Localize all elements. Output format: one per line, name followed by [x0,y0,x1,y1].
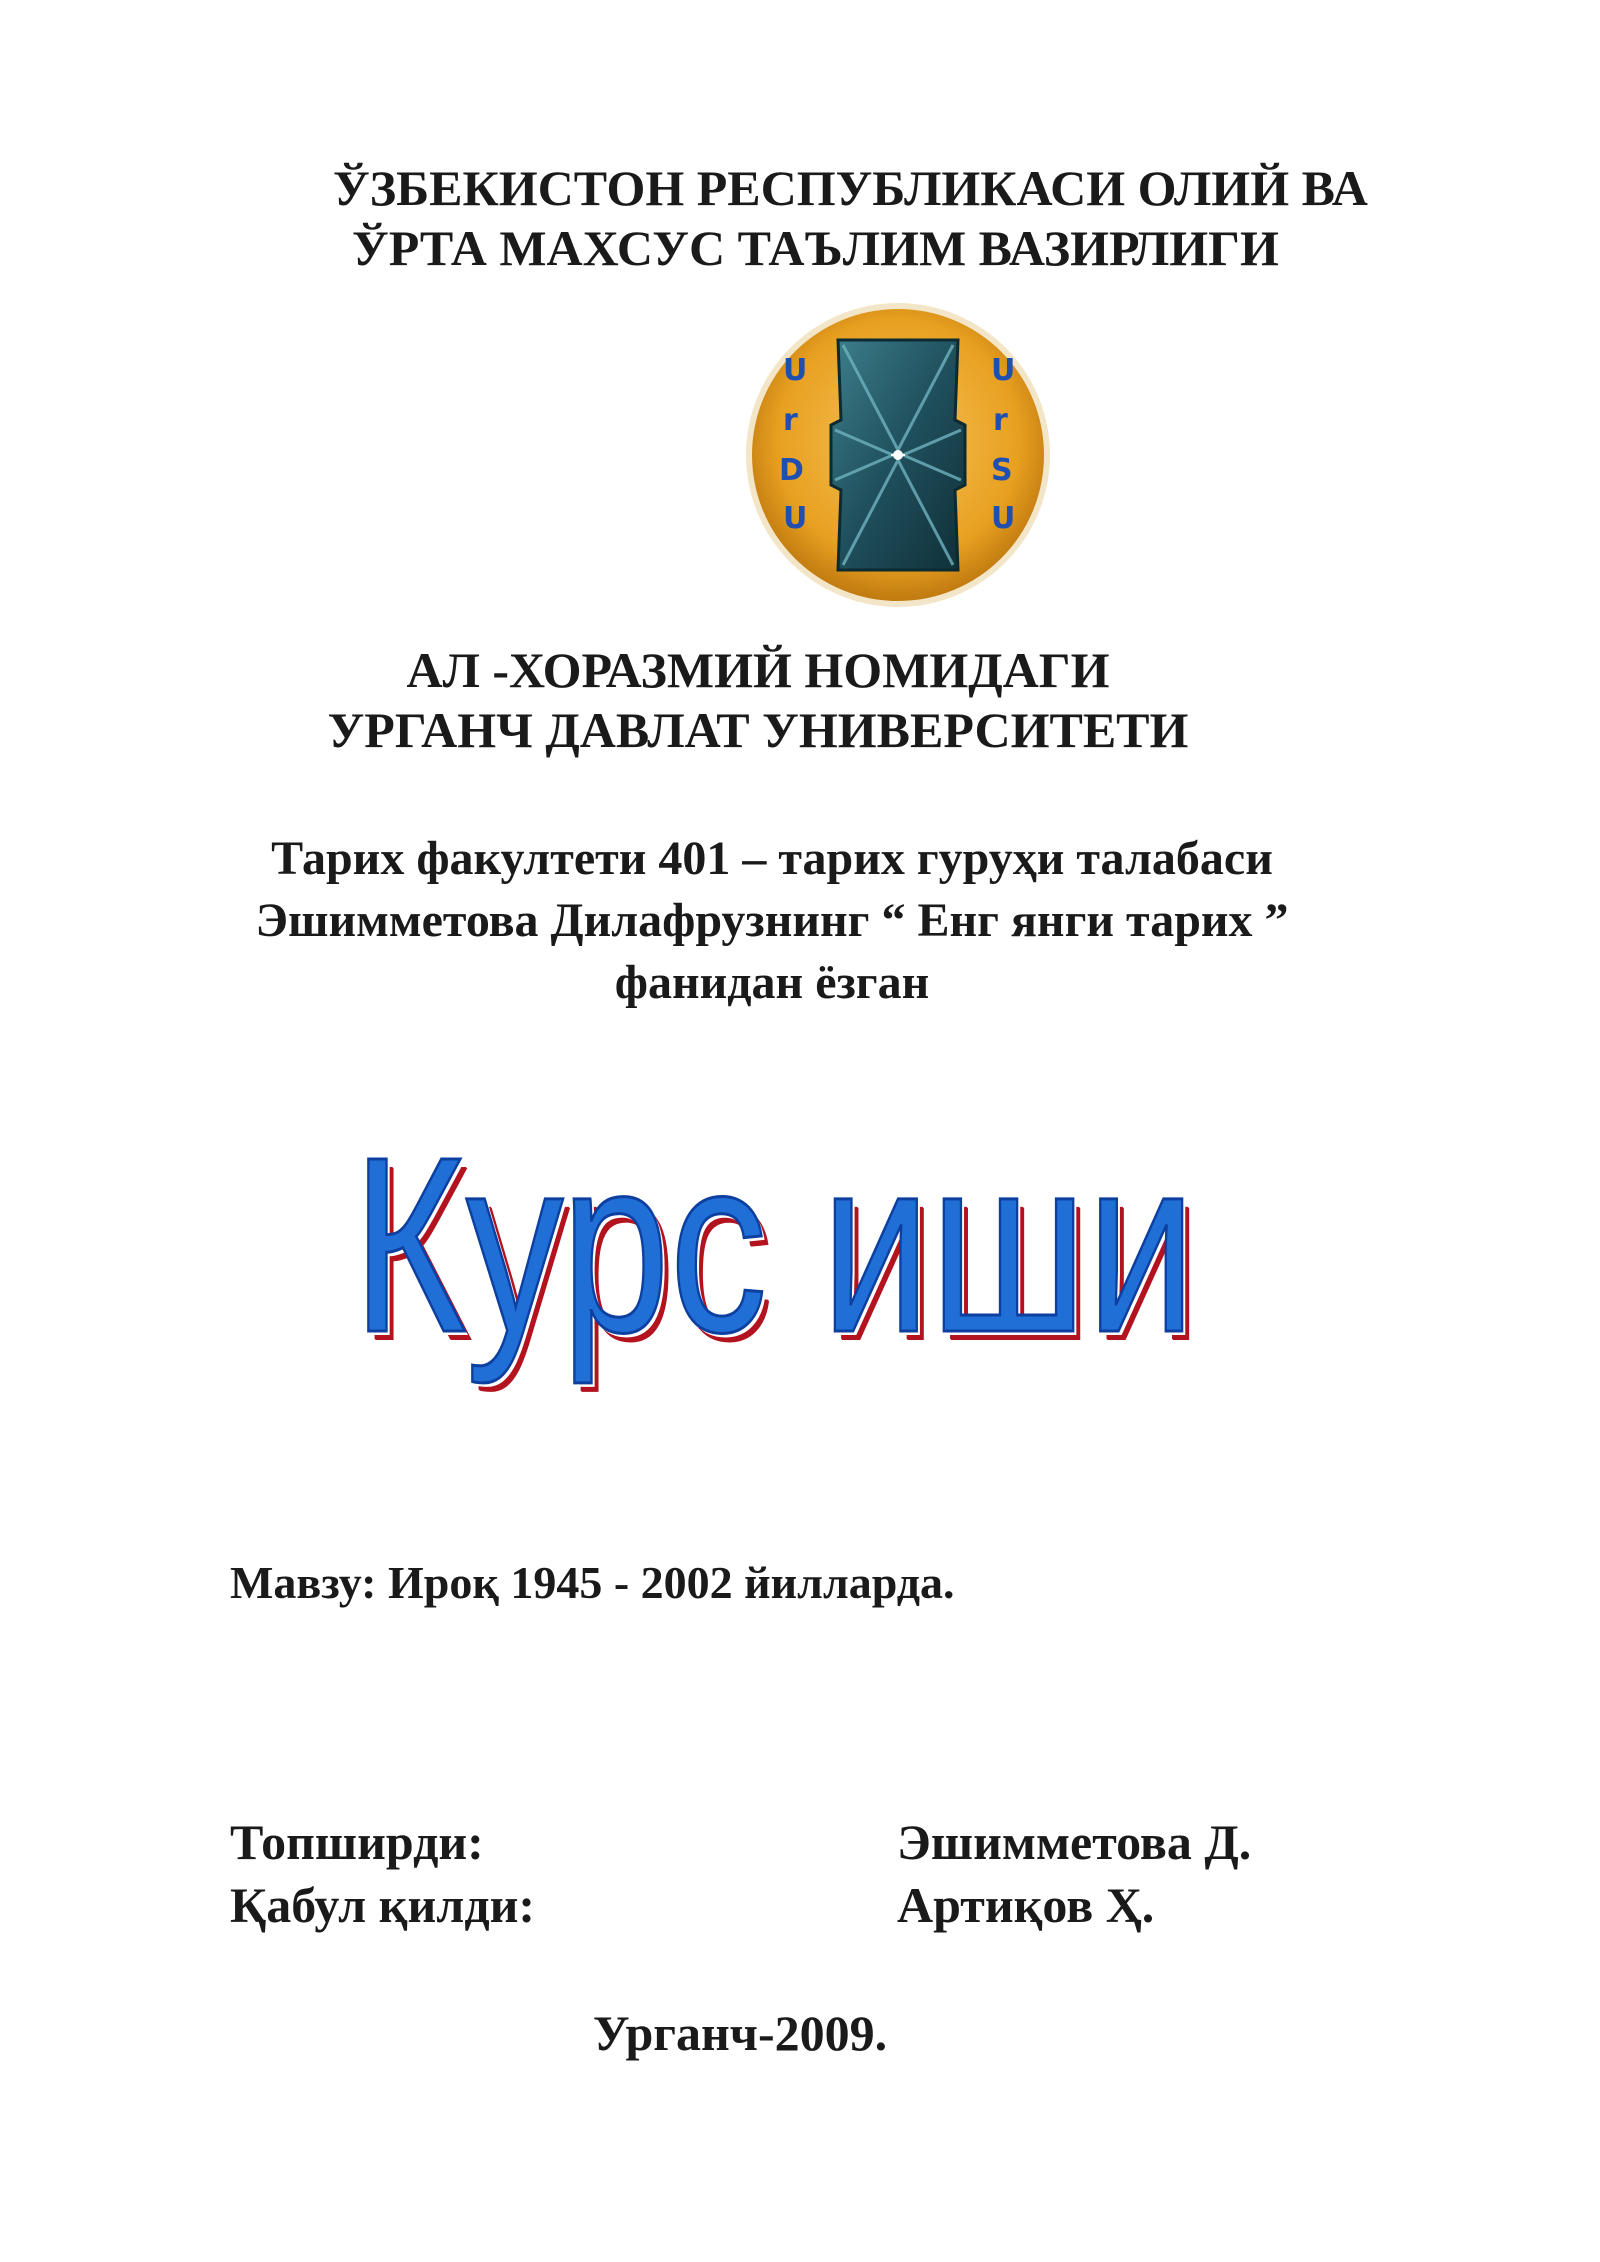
place-year: Урганч-2009. [592,2005,888,2061]
university-line-2: УРГАНЧ ДАВЛАТ УНИВЕРСИТЕТИ [327,702,1189,758]
svg-text:U: U [991,501,1016,536]
svg-text:U: U [783,501,808,536]
svg-text:r: r [993,403,1008,438]
svg-text:U: U [991,353,1016,388]
submitted-name: Эшимметова Д. [897,1814,1252,1870]
university-line-1: АЛ -ХОРАЗМИЙ НОМИДАГИ [406,642,1110,698]
student-info-line-3: фанидан ёзган [614,956,930,1009]
ministry-line-1: ЎЗБЕКИСТОН РЕСПУБЛИКАСИ ОЛИЙ ВА [333,160,1368,216]
topic-line: Мавзу: Ироқ 1945 - 2002 йилларда. [230,1557,955,1608]
svg-text:D: D [779,453,804,488]
svg-text:U: U [783,353,808,388]
svg-text:r: r [783,403,798,438]
svg-text:S: S [991,453,1013,488]
student-info-line-1: Тарих факултети 401 – тарих гуруҳи талабаси [271,832,1273,885]
university-emblem-icon [743,300,1053,610]
ministry-line-2: ЎРТА МАХСУС ТАЪЛИМ ВАЗИРЛИГИ [352,220,1279,276]
accepted-label: Қабул қилди: [230,1877,536,1933]
document-title: Курс иши [352,1105,1196,1384]
submitted-label: Топширди: [230,1814,484,1870]
accepted-name: Артиқов Ҳ. [897,1877,1155,1933]
student-info-line-2: Эшимметова Дилафрузнинг “ Енг янги тарих ” [255,894,1289,947]
